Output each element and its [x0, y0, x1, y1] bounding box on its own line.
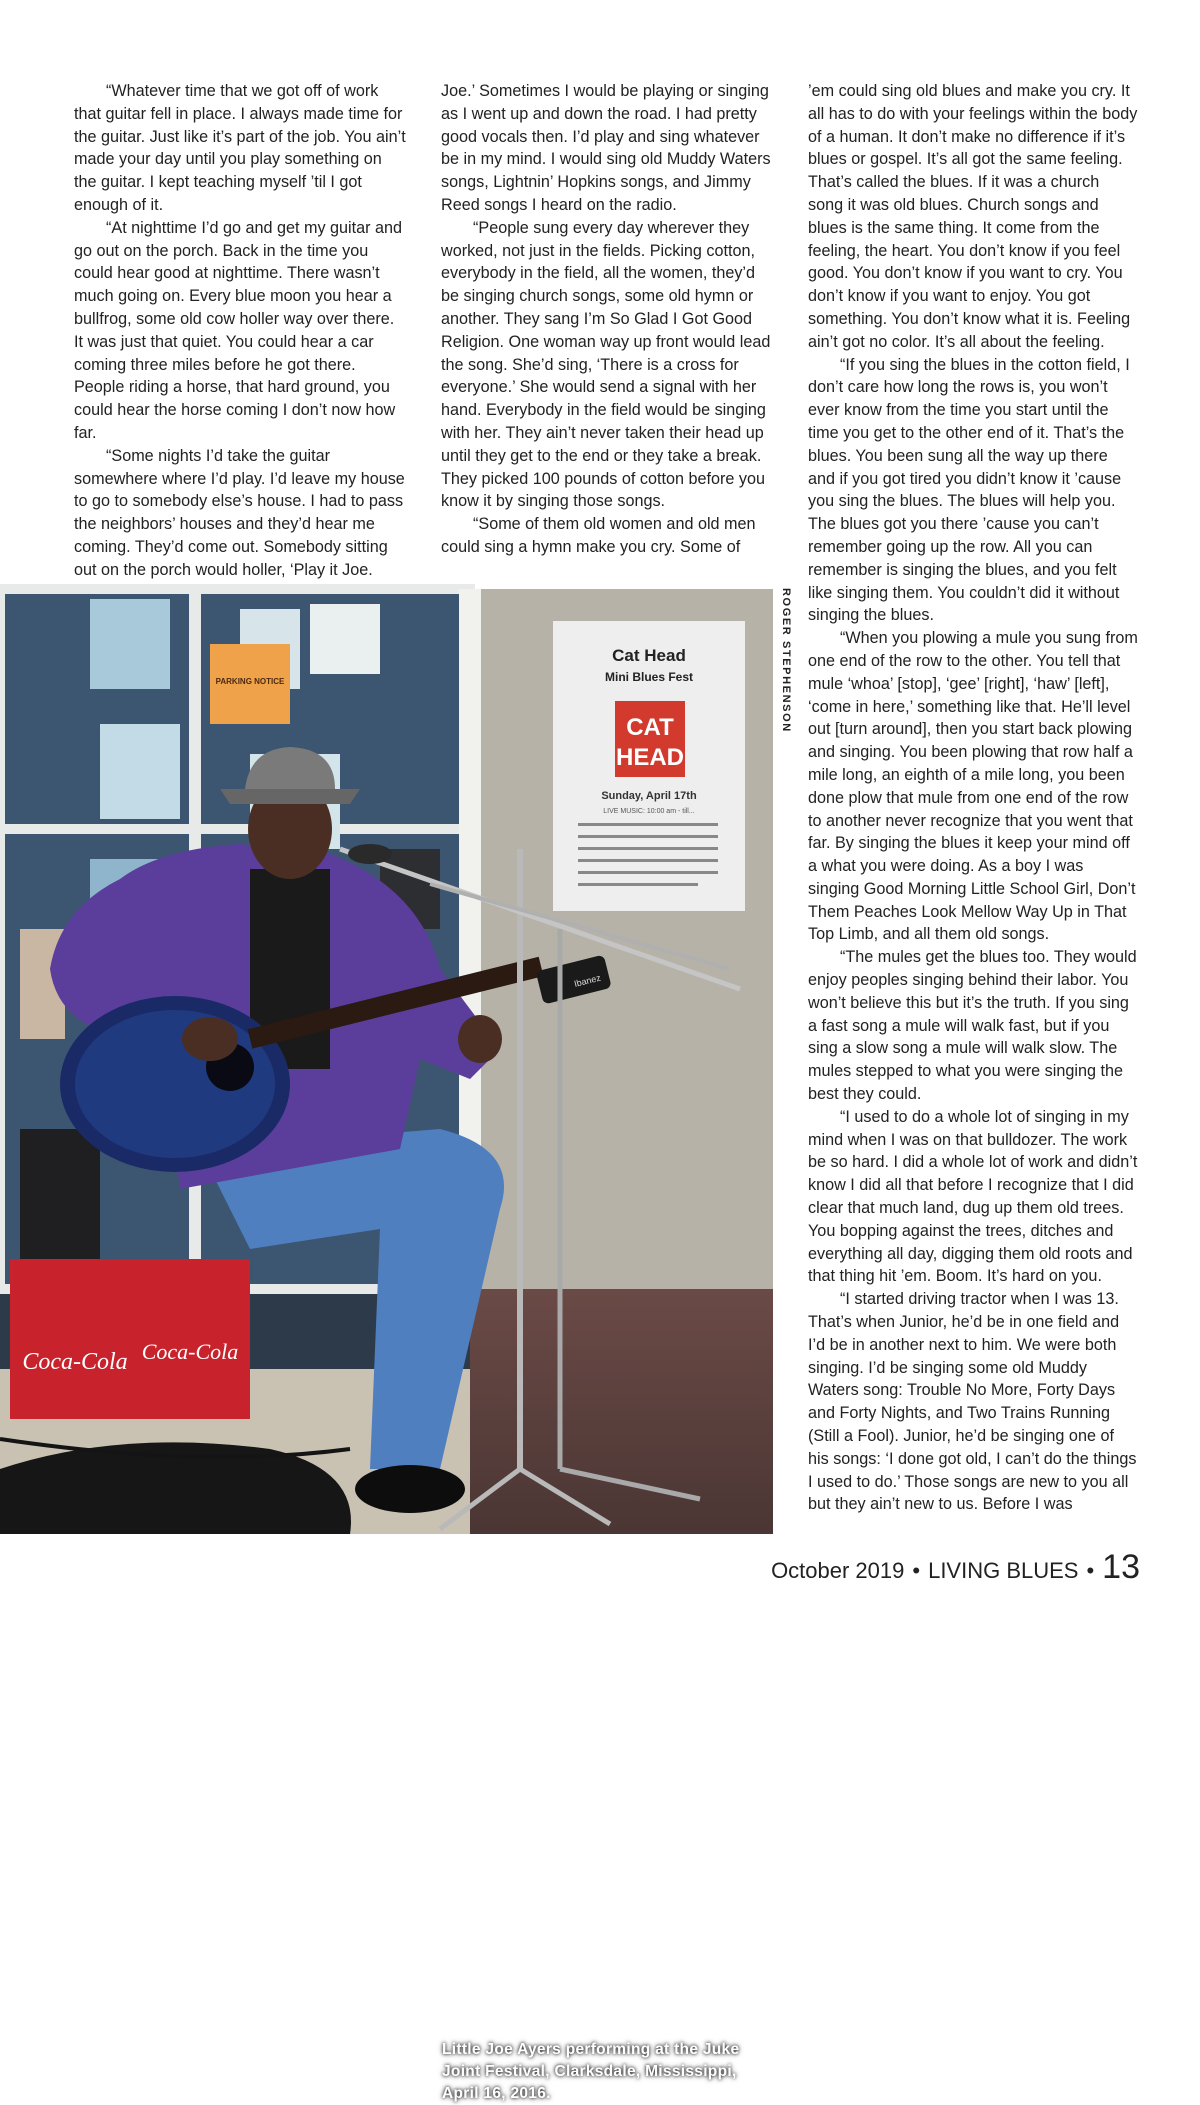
page-number: 13 [1102, 1548, 1140, 1586]
notice-sign-text: PARKING NOTICE [215, 677, 285, 686]
paragraph: “When you plowing a mule you sung from one end of the row to the other. You tell that mule ‘whoa’ [stop], ‘gee’ [right], ‘haw’ [left], ‘come in here,’ something like that. He’ll level out [turn around], then you start back plowing and singing. You been plowing that row half a mile long, an eighth of a mile long, you been done plow that mule from one end of the row to another never recognize that you went that far. By singing the blues it keep your mind off a what you were doing. As a boy I was singing Good Morning Little School Girl, Don’t Them Peaches Look Mellow Way Up in That Top Limb, and all them old songs. [808, 629, 1138, 944]
paragraph: “I started driving tractor when I was 13. That’s when Junior, he’d be in one field and I’d be in another next to him. We were both singing. I’d be singing some old Muddy Waters song: Trouble No More, Forty Days and Forty Nights, and Two Trains Running (Still a Fool). Junior, he’d be singing one of his songs: ‘I done got old, I can’t do the things I used to do.’ Those songs are new to you all but they ain’t new to us. Before I was [808, 1290, 1137, 1514]
microphone-icon [348, 844, 392, 864]
performer-shoe [355, 1465, 465, 1513]
paragraph: “The mules get the blues too. They would enjoy peoples singing behind their labor. You won’t believe this but it’s the truth. If you sing a fast song a mule will walk fast, but if you sing a slow song a mule will walk slow. The mules stepped to what you were singing the best they could. [808, 948, 1137, 1104]
magazine-name: LIVING BLUES [928, 1558, 1079, 1583]
paragraph: “Some of them old women and old men could sing a hymn make you cry. Some of [441, 515, 756, 556]
photo-caption: Little Joe Ayers performing at the Juke Joint Festival, Clarksdale, Mississippi, April 16, 2016. [442, 2041, 740, 2102]
page-footer [771, 1548, 1140, 1587]
performer-photo [0, 589, 773, 2102]
issue-date: October 2019 [771, 1558, 905, 1583]
poster-title: Cat Head [612, 646, 686, 665]
logo-line-2: HEAD [615, 744, 685, 771]
paragraph: Joe.’ Sometimes I would be playing or singing as I went up and down the road. I had pretty good vocals then. I’d play and sing whatever be in my mind. I would sing old Muddy Waters songs, Lightnin’ Hopkins songs, and Jimmy Reed songs I heard on the radio. [441, 82, 771, 214]
crate-brand-right: Coca-Cola [141, 1339, 239, 1364]
separator-bullet: • [912, 1558, 921, 1583]
guitar-brand: Ibanez [573, 972, 602, 989]
separator-bullet: • [1086, 1558, 1095, 1583]
paragraph: “At nighttime I’d go and get my guitar and go out on the porch. Back in the time you could hear good at nighttime. There wasn’t much going on. Every blue moon you hear a bullfrog, some old cow holler way over there. It was just that quiet. You could hear a car coming three miles before he got there. People riding a horse, that hard ground, you could hear the horse coming I don’t now how far. [74, 218, 403, 442]
paragraph: “I used to do a whole lot of singing in my mind when I was on that bulldozer. The work be so hard. I did a whole lot of work and didn’t know I did all that before I recognize that I did clear that much land, dug up them old trees. You bopping against the trees, ditches and everything all day, digging them old roots and that thing hit ’em. Boom. It’s hard on you. [808, 1107, 1138, 1286]
crate-brand-left: Coca-Cola [22, 1349, 128, 1375]
article-column-2 [441, 80, 773, 559]
paragraph: “If you sing the blues in the cotton field, I don’t care how long the rows is, you won’t ever know from the time you start until the time you get to the other end of it. That’s the blues. You been sung all the way up there and if you got tired you didn’t know it ’cause you sing the blues. The blues will help you. The blues got you there ’cause you can’t remember going up the row. All you can remember is singing the blues, and you felt like singing them. You couldn’t did it without singing the blues. [808, 355, 1130, 625]
article-column-1 [74, 80, 406, 604]
paragraph: “Whatever time that we got off of work that guitar fell in place. I always made time for the guitar. Just like it’s part of the job. You ain’t made your day until you play something on the guitar. I kept teaching myself ’til I got enough of it. [74, 82, 406, 214]
photo-credit: ROGER STEPHENSON [780, 588, 792, 733]
poster-music: LIVE MUSIC: 10:00 am - till... [603, 808, 695, 815]
poster-subtitle: Mini Blues Fest [604, 670, 694, 684]
logo-line-1: CAT [626, 714, 674, 741]
paragraph: “Some nights I’d take the guitar somewhere where I’d play. I’d leave my house to go to somebody else’s house. I had to pass the neighbors’ houses and they’d hear me coming. They’d come out. Somebody sitting out on the porch would holler, ‘Play it Joe. [74, 446, 405, 579]
article-column-3 [808, 80, 1138, 1516]
paragraph: “People sung every day wherever they worked, not just in the fields. Picking cotton, everybody in the field, all the women, they’d be singing church songs, some old hymn or another. They sang I’m So Glad I Got Good Religion. One woman way up front would lead the song. She’d sing, ‘There is a cross for everyone.’ She would send a signal with her hand. Everybody in the field would be singing with her. They ain’t never taken their head up until they get to the end or they take a break. They picked 100 pounds of cotton before you know it by singing those songs. [441, 218, 771, 511]
paragraph: ’em could sing old blues and make you cry. It all has to do with your feelings within the body of a human. It don’t make no difference if it’s blues or gospel. It’s all got the same feeling. That’s called the blues. If it was a church song it was old blues. Church songs and blues is the same thing. It come from the feeling, the heart. You don’t know if you feel good. You don’t know if you want to cry. You don’t know if you want to enjoy. You got something. You don’t know what it is. Feeling ain’t got no color. It’s all about the feeling. [808, 82, 1138, 351]
poster-date: Sunday, April 17th [601, 790, 697, 802]
